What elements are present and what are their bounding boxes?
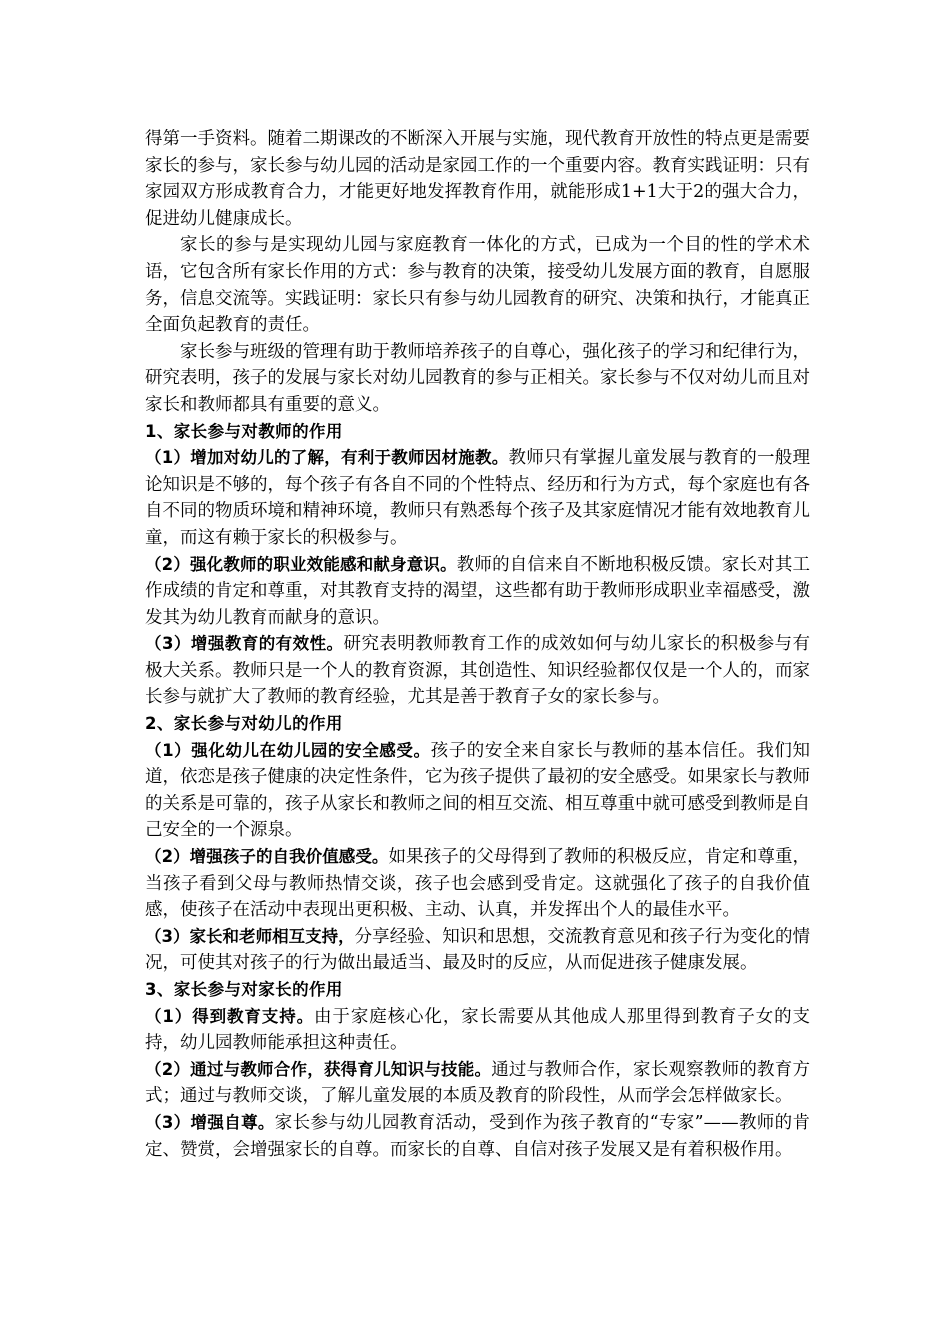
item-lead: （2）增强孩子的自我价值感受。: [145, 847, 389, 867]
item-body: 如果孩子的父母得到了教师的积极反应，肯定和尊重，当孩子看到父母与教师热情交谈，孩子也会感到受肯定。这就强化了孩子的自我价值感，使孩子在活动中表现出更积极、主动、认真，并发挥出个人的最佳水平。: [145, 847, 811, 921]
intro-paragraph-1: 得第一手资料。随着二期课改的不断深入开展与实施，现代教育开放性的特点更是需要家长的参与，家长参与幼儿园的活动是家园工作的一个重要内容。教育实践证明：只有家园双方形成教育合力，才能更好地发挥教育作用，就能形成1+1大于2的强大合力，促进幼儿健康成长。: [145, 129, 810, 229]
item-lead: （2）通过与教师合作，获得育儿知识与技能。: [145, 1059, 492, 1079]
item-body: 分享经验、知识和思想，交流教育意见和孩子行为变化的情况，可使其对孩子的行为做出最适当、最及时的反应，从而促进孩子健康发展。: [145, 926, 811, 974]
item-lead: （2）强化教师的职业效能感和献身意识。: [145, 554, 457, 574]
item-body: 研究表明教师教育工作的成效如何与幼儿家长的积极参与有极大关系。教师只是一个人的教育资源，其创造性、知识经验都仅仅是一个人的，而家长参与就扩大了教师的教育经验，尤其是善于教育子女的家长参与。: [145, 634, 810, 708]
section-2-item-2: [145, 844, 810, 924]
section-1-item-1: [145, 445, 810, 551]
section-2-item-1: [145, 738, 810, 844]
section-1-item-3: [145, 631, 810, 711]
item-lead: （1）强化幼儿在幼儿园的安全感受。: [145, 740, 431, 760]
section-3-item-1: [145, 1004, 810, 1057]
item-body: 教师的自信来自不断地积极反馈。家长对其工作成绩的肯定和尊重，对其教育支持的渴望，这些都有助于教师形成职业幸福感受，激发其为幼儿教育而献身的意识。: [145, 554, 811, 628]
section-2-item-3: [145, 924, 810, 977]
item-lead: （3）家长和老师相互支持，: [145, 926, 355, 946]
intro-paragraph-2: 家长的参与是实现幼儿园与家庭教育一体化的方式，已成为一个目的性的学术术语，它包含所有家长作用的方式：参与教育的决策，接受幼儿发展方面的教育，自愿服务，信息交流等。实践证明：家长只有参与幼儿园教育的研究、决策和执行，才能真正全面负起教育的责任。: [145, 235, 810, 336]
section-3-item-2: [145, 1057, 810, 1110]
item-lead: （3）增强教育的有效性。: [145, 634, 344, 654]
item-lead: （1）得到教育支持。: [145, 1006, 315, 1026]
document-page: [145, 126, 810, 1163]
section-3-item-3: [145, 1110, 810, 1163]
item-body: 教师只有掌握儿童发展与教育的一般理论知识是不够的，每个孩子有各自不同的个性特点、经历和行为方式，每个家庭也有各自不同的物质环境和精神环境，教师只有熟悉每个孩子及其家庭情况才能有效地教育儿童，而这有赖于家长的积极参与。: [145, 448, 811, 548]
item-lead: （1）增加对幼儿的了解，有利于教师因材施教。: [145, 448, 509, 468]
item-body: 通过与教师合作，家长观察教师的教育方式；通过与教师交谈，了解儿童发展的本质及教育的阶段性，从而学会怎样做家长。: [145, 1059, 810, 1107]
item-body: 孩子的安全来自家长与教师的基本信任。我们知道，依恋是孩子健康的决定性条件，它为孩子提供了最初的安全感受。如果家长与教师的关系是可靠的，孩子从家长和教师之间的相互交流、相互尊重中就可感受到教师是自己安全的一个源泉。: [145, 740, 811, 841]
section-2-heading: 2、家长参与对幼儿的作用: [145, 714, 343, 734]
item-body: 家长参与幼儿园教育活动，受到作为孩子教育的“专家”——教师的肯定、赞赏，会增强家长的自尊。而家长的自尊、自信对孩子发展又是有着积极作用。: [145, 1112, 810, 1160]
section-1-item-2: [145, 552, 810, 632]
intro-paragraph-3: 家长参与班级的管理有助于教师培养孩子的自尊心，强化孩子的学习和纪律行为，研究表明，孩子的发展与家长对幼儿园教育的参与正相关。家长参与不仅对幼儿而且对家长和教师都具有重要的意义。: [145, 341, 810, 415]
item-body: 由于家庭核心化，家长需要从其他成人那里得到教育子女的支持，幼儿园教师能承担这种责任。: [145, 1006, 810, 1054]
section-1-heading: 1、家长参与对教师的作用: [145, 421, 343, 441]
section-3-heading: 3、家长参与对家长的作用: [145, 980, 343, 999]
item-lead: （3）增强自尊。: [145, 1112, 275, 1132]
